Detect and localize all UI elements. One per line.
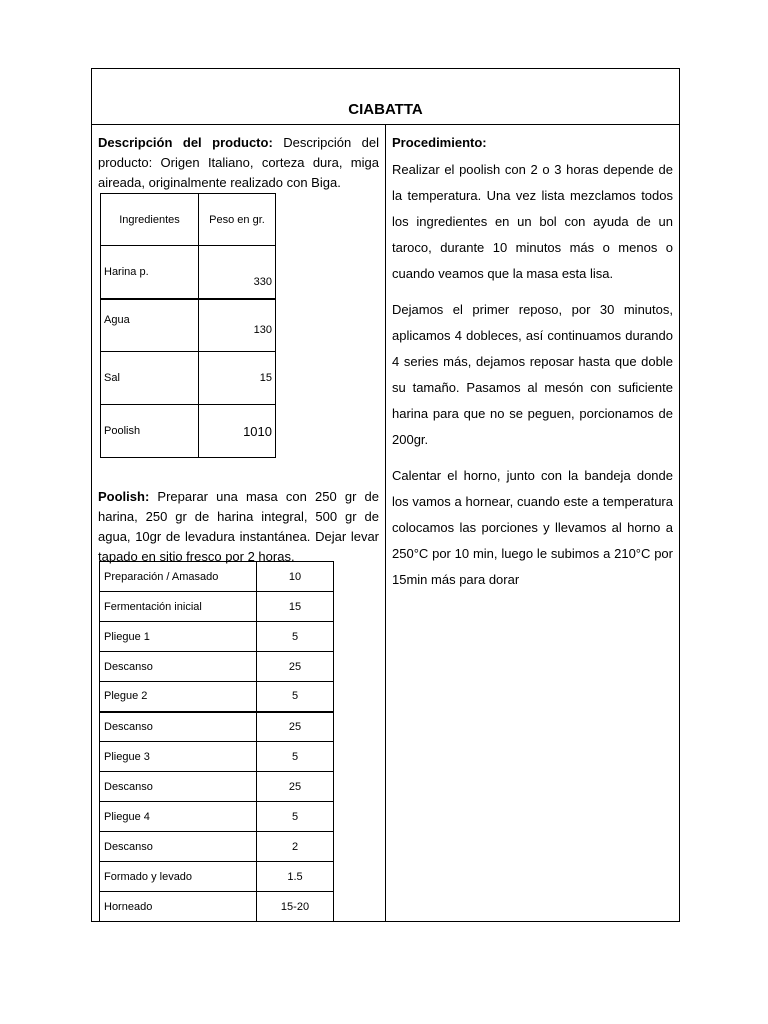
title-row bbox=[92, 69, 679, 125]
column-divider bbox=[385, 125, 386, 922]
process-step-minutes: 15-20 bbox=[257, 892, 334, 922]
process-step-name: Pliegue 3 bbox=[100, 742, 257, 772]
ingredients-header-name: Ingredientes bbox=[101, 194, 199, 246]
ingredient-weight: 1010 bbox=[199, 405, 276, 458]
ingredient-row bbox=[101, 352, 276, 405]
process-step-minutes: 5 bbox=[257, 742, 334, 772]
process-step-name: Descanso bbox=[100, 832, 257, 862]
process-step-minutes: 2 bbox=[257, 832, 334, 862]
process-step-row bbox=[100, 772, 334, 802]
process-step-minutes: 25 bbox=[257, 772, 334, 802]
poolish-text: Preparar una masa con 250 gr de harina, 250 gr de harina integral, 500 gr de agua, 10gr de levadura instantánea. Dejar levar tapado en sitio fresco por 2 horas. bbox=[98, 489, 379, 564]
process-step-name: Descanso bbox=[100, 772, 257, 802]
recipe-sheet bbox=[91, 68, 680, 922]
process-step-row bbox=[100, 622, 334, 652]
process-step-minutes: 5 bbox=[257, 802, 334, 832]
procedure-paragraph: Dejamos el primer reposo, por 30 minutos, aplicamos 4 dobleces, así continuamos durando 4 series más, dejamos reposar hasta que doble su tamaño. Pasamos al mesón con suficiente harina para que no se peguen, porcionamos de 200gr. bbox=[392, 302, 673, 447]
procedure-paragraph: Realizar el poolish con 2 o 3 horas depende de la temperatura. Una vez lista mezclamos todos los ingredientes en un bol con ayuda de un taroco, durante 10 minutos más o menos o cuando veamos que la masa esta lisa. bbox=[392, 162, 673, 281]
procedure-paragraph: Calentar el horno, junto con la bandeja donde los vamos a hornear, cuando este a temperatura colocamos las porciones y llevamos al horno a 250°C por 10 min, luego le subimos a 210°C por 15min más para dorar bbox=[392, 468, 673, 587]
process-step-row bbox=[100, 682, 334, 712]
process-step-name: Horneado bbox=[100, 892, 257, 922]
process-step-name: Preparación / Amasado bbox=[100, 562, 257, 592]
recipe-title: CIABATTA bbox=[348, 101, 423, 118]
ingredients-table bbox=[100, 193, 276, 458]
ingredient-name: Harina p. bbox=[101, 246, 199, 299]
process-step-row bbox=[100, 742, 334, 772]
description-text: Descripción del producto: Origen Italiano, corteza dura, miga aireada, originalmente realizado con Biga. bbox=[98, 135, 379, 190]
ingredients-header-weight: Peso en gr. bbox=[199, 194, 276, 246]
poolish-section bbox=[98, 487, 379, 567]
process-step-minutes: 5 bbox=[257, 622, 334, 652]
process-step-name: Fermentación inicial bbox=[100, 592, 257, 622]
process-step-row bbox=[100, 592, 334, 622]
poolish-label: Poolish: bbox=[98, 489, 150, 504]
ingredient-name: Sal bbox=[101, 352, 199, 405]
ingredients-header-row bbox=[101, 194, 276, 246]
ingredient-weight: 15 bbox=[199, 352, 276, 405]
process-step-row bbox=[100, 832, 334, 862]
ingredient-name: Agua bbox=[101, 299, 199, 352]
process-step-minutes: 5 bbox=[257, 682, 334, 712]
process-step-name: Descanso bbox=[100, 652, 257, 682]
ingredient-row bbox=[101, 246, 276, 299]
product-description bbox=[98, 133, 379, 193]
process-step-row bbox=[100, 802, 334, 832]
ingredient-name: Poolish bbox=[101, 405, 199, 458]
process-step-minutes: 25 bbox=[257, 712, 334, 742]
process-step-row bbox=[100, 652, 334, 682]
process-step-name: Formado y levado bbox=[100, 862, 257, 892]
process-step-minutes: 10 bbox=[257, 562, 334, 592]
process-step-row bbox=[100, 712, 334, 742]
procedure-title: Procedimiento: bbox=[392, 135, 487, 150]
process-step-row bbox=[100, 862, 334, 892]
ingredient-weight: 330 bbox=[199, 246, 276, 299]
process-step-minutes: 1.5 bbox=[257, 862, 334, 892]
process-times-table bbox=[99, 561, 334, 922]
ingredient-row bbox=[101, 405, 276, 458]
process-step-name: Descanso bbox=[100, 712, 257, 742]
ingredient-weight: 130 bbox=[199, 299, 276, 352]
process-step-name: Pliegue 1 bbox=[100, 622, 257, 652]
left-column bbox=[98, 133, 379, 193]
process-step-minutes: 15 bbox=[257, 592, 334, 622]
process-step-minutes: 25 bbox=[257, 652, 334, 682]
poolish-description bbox=[98, 487, 379, 567]
right-column bbox=[392, 133, 673, 603]
description-label: Descripción del producto: bbox=[98, 135, 273, 150]
ingredient-row bbox=[101, 299, 276, 352]
process-step-row bbox=[100, 562, 334, 592]
process-step-name: Plegue 2 bbox=[100, 682, 257, 712]
process-step-name: Pliegue 4 bbox=[100, 802, 257, 832]
process-step-row bbox=[100, 892, 334, 922]
